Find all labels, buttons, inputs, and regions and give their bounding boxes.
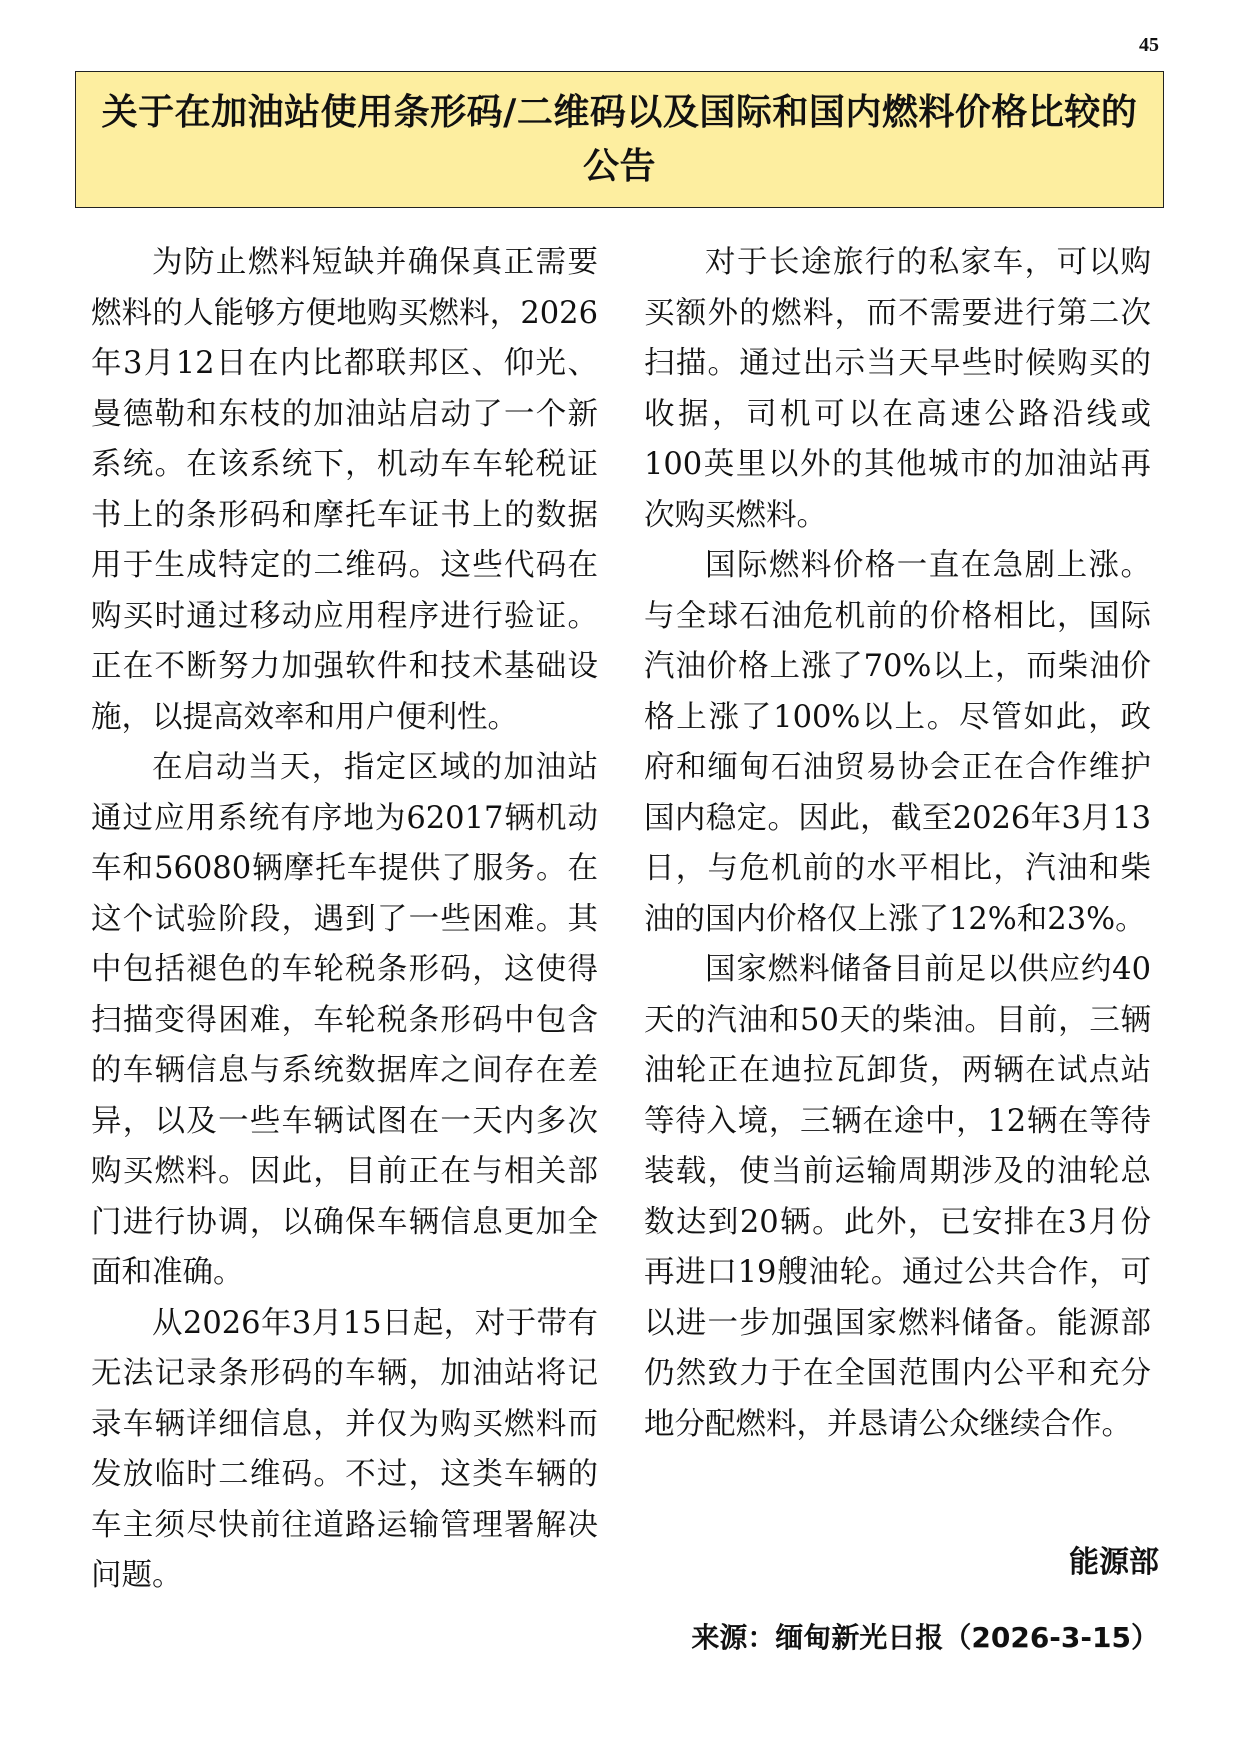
title-box <box>75 71 1164 208</box>
page-number: 45 <box>1139 34 1159 56</box>
left-column <box>91 238 598 1602</box>
right-column <box>644 238 1151 1450</box>
article-title: 关于在加油站使用条形码/二维码以及国际和国内燃料价格比较的公告 <box>101 91 1138 187</box>
signature: 能源部 <box>1069 1545 1159 1580</box>
paragraph: 为防止燃料短缺并确保真正需要燃料的人能够方便地购买燃料，2026年3月12日在内比都联邦区、仰光、曼德勒和东枝的加油站启动了一个新系统。在该系统下，机动车车轮税证书上的条形码和摩托车证书上的数据用于生成特定的二维码。这些代码在购买时通过移动应用程序进行验证。正在不断努力加强软件和技术基础设施，以提高效率和用户便利性。 <box>91 245 598 735</box>
paragraph: 在启动当天，指定区域的加油站通过应用系统有序地为62017辆机动车和56080辆摩托车提供了服务。在这个试验阶段，遇到了一些困难。其中包括褪色的车轮税条形码，这使得扫描变得困难，车轮税条形码中包含的车辆信息与系统数据库之间存在差异，以及一些车辆试图在一天内多次购买燃料。因此，目前正在与相关部门进行协调，以确保车辆信息更加全面和准确。 <box>91 750 598 1290</box>
paragraph: 从2026年3月15日起，对于带有无法记录条形码的车辆，加油站将记录车辆详细信息，并仅为购买燃料而发放临时二维码。不过，这类车辆的车主须尽快前往道路运输管理署解决问题。 <box>91 1305 598 1593</box>
paragraph: 国际燃料价格一直在急剧上涨。与全球石油危机前的价格相比，国际汽油价格上涨了70%以上，而柴油价格上涨了100%以上。尽管如此，政府和缅甸石油贸易协会正在合作维护国内稳定。因此，截至2026年3月13日，与危机前的水平相比，汽油和柴油的国内价格仅上涨了12%和23%。 <box>644 548 1151 937</box>
source-citation: 来源：缅甸新光日报（2026-3-15） <box>691 1621 1159 1654</box>
paragraph: 对于长途旅行的私家车，可以购买额外的燃料，而不需要进行第二次扫描。通过出示当天早些时候购买的收据，司机可以在高速公路沿线或100英里以外的其他城市的加油站再次购买燃料。 <box>644 245 1151 533</box>
paragraph: 国家燃料储备目前足以供应约40天的汽油和50天的柴油。目前，三辆油轮正在迪拉瓦卸货，两辆在试点站等待入境，三辆在途中，12辆在等待装载，使当前运输周期涉及的油轮总数达到20辆。此外，已安排在3月份再进口19艘油轮。通过公共合作，可以进一步加强国家燃料储备。能源部仍然致力于在全国范围内公平和充分地分配燃料，并恳请公众继续合作。 <box>644 952 1151 1442</box>
